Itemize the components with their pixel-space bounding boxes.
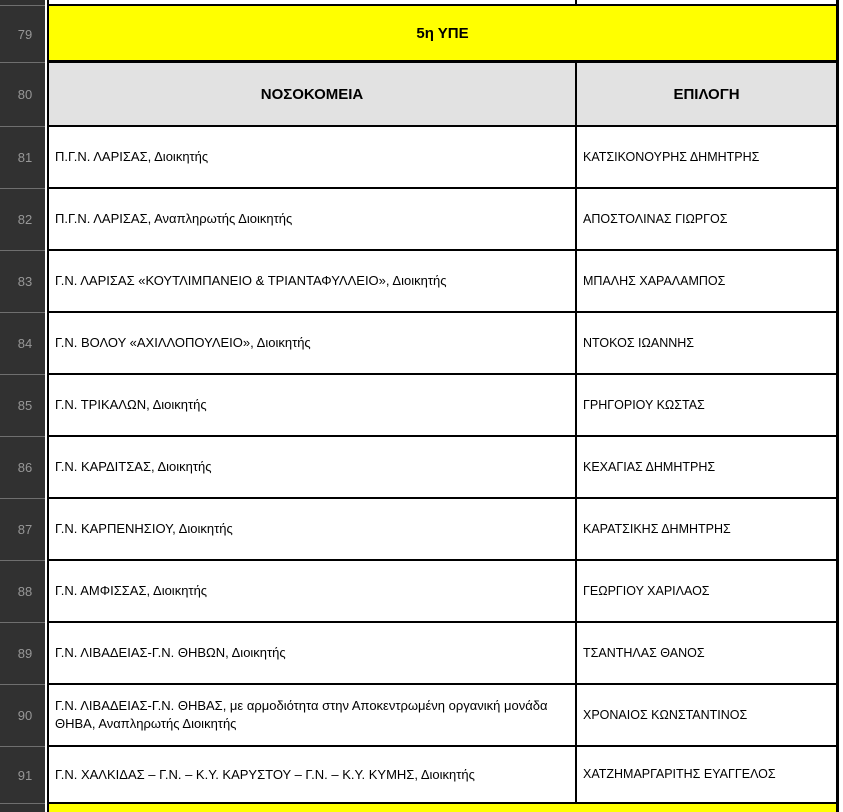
choice-header-cell[interactable] xyxy=(577,63,836,125)
table-row xyxy=(47,499,839,561)
row-number: 83 xyxy=(17,274,33,289)
person-text: ΚΑΤΣΙΚΟΝΟΥΡΗΣ ΔΗΜΗΤΡΗΣ xyxy=(583,149,760,164)
hospital-text: Γ.Ν. ΤΡΙΚΑΛΩΝ, Διοικητής xyxy=(55,397,207,413)
row-number-cell xyxy=(0,804,45,812)
person-cell[interactable] xyxy=(577,623,836,683)
row-number: 81 xyxy=(17,150,33,165)
hospital-text: Γ.Ν. ΑΜΦΙΣΣΑΣ, Διοικητής xyxy=(55,583,208,599)
section-title: 5η ΥΠΕ xyxy=(416,24,469,42)
person-cell[interactable] xyxy=(577,499,836,559)
table-row xyxy=(47,313,839,375)
person-cell[interactable] xyxy=(577,189,836,249)
hospital-text: Π.Γ.Ν. ΛΑΡΙΣΑΣ, Αναπληρωτής Διοικητής xyxy=(55,211,293,227)
person-cell[interactable] xyxy=(577,127,836,187)
hospital-cell[interactable] xyxy=(49,623,577,683)
person-cell[interactable] xyxy=(577,375,836,435)
hospital-text: Γ.Ν. ΚΑΡΔΙΤΣΑΣ, Διοικητής xyxy=(55,459,212,475)
row-number-cell[interactable] xyxy=(0,127,45,189)
row-number: 82 xyxy=(17,212,33,227)
row-number: 80 xyxy=(17,87,33,102)
person-cell[interactable] xyxy=(577,251,836,311)
table-row xyxy=(47,561,839,623)
person-text: ΑΠΟΣΤΟΛΙΝΑΣ ΓΙΩΡΓΟΣ xyxy=(583,211,728,226)
person-text: ΓΡΗΓΟΡΙΟΥ ΚΩΣΤΑΣ xyxy=(583,397,705,412)
person-text: ΝΤΟΚΟΣ ΙΩΑΝΝΗΣ xyxy=(583,335,694,350)
row-number-cell[interactable] xyxy=(0,685,45,747)
hospital-text: Γ.Ν. ΧΑΛΚΙΔΑΣ – Γ.Ν. – Κ.Υ. ΚΑΡΥΣΤΟΥ – Γ.Ν. – Κ.Υ. ΚΥΜΗΣ, Διοικητής xyxy=(55,766,475,782)
table-row xyxy=(47,251,839,313)
row-number-cell[interactable] xyxy=(0,499,45,561)
partial-cell-right xyxy=(577,0,836,4)
row-number-cell[interactable] xyxy=(0,189,45,251)
hospital-header-label: ΝΟΣΟΚΟΜΕΙΑ xyxy=(260,85,364,103)
table-row xyxy=(47,189,839,251)
hospital-text: Γ.Ν. ΛΑΡΙΣΑΣ «ΚΟΥΤΛΙΜΠΑΝΕΙΟ & ΤΡΙΑΝΤΑΦΥΛΛΕΙΟ», Διοικητής xyxy=(55,273,447,289)
person-text: ΧΡΟΝΑΙΟΣ ΚΩΝΣΤΑΝΤΙΝΟΣ xyxy=(583,707,748,722)
partial-cell-left xyxy=(49,0,577,4)
hospital-text: Γ.Ν. ΒΟΛΟΥ «ΑΧΙΛΛΟΠΟΥΛΕΙΟ», Διοικητής xyxy=(55,335,311,351)
hospital-text: Γ.Ν. ΛΙΒΑΔΕΙΑΣ-Γ.Ν. ΘΗΒΩΝ, Διοικητής xyxy=(55,645,286,661)
person-text: ΚΕΧΑΓΙΑΣ ΔΗΜΗΤΡΗΣ xyxy=(583,459,716,474)
row-number: 79 xyxy=(17,26,33,42)
row-number-cell[interactable] xyxy=(0,437,45,499)
person-text: ΜΠΑΛΗΣ ΧΑΡΑΛΑΜΠΟΣ xyxy=(583,273,726,288)
table-body xyxy=(47,127,839,804)
person-text: ΤΣΑΝΤΗΛΑΣ ΘΑΝΟΣ xyxy=(583,645,705,660)
person-text: ΚΑΡΑΤΣΙΚΗΣ ΔΗΜΗΤΡΗΣ xyxy=(583,521,731,536)
person-cell[interactable] xyxy=(577,747,836,802)
table-row xyxy=(47,685,839,747)
column-header-row xyxy=(47,63,839,127)
row-number-cell[interactable] xyxy=(0,561,45,623)
hospital-cell[interactable] xyxy=(49,375,577,435)
row-number: 90 xyxy=(17,708,33,723)
row-number: 91 xyxy=(17,767,33,783)
person-cell[interactable] xyxy=(577,437,836,497)
person-text: ΧΑΤΖΗΜΑΡΓΑΡΙΤΗΣ ΕΥΑΓΓΕΛΟΣ xyxy=(583,767,776,782)
row-number: 88 xyxy=(17,584,33,599)
section-title-row[interactable] xyxy=(47,6,839,63)
table-row xyxy=(47,747,839,804)
row-number-cell[interactable] xyxy=(0,251,45,313)
table-row xyxy=(47,437,839,499)
person-text: ΓΕΩΡΓΙΟΥ ΧΑΡΙΛΑΟΣ xyxy=(583,583,710,598)
hospital-cell[interactable] xyxy=(49,561,577,621)
person-cell[interactable] xyxy=(577,313,836,373)
hospital-header-cell[interactable] xyxy=(49,63,577,125)
hospital-cell[interactable] xyxy=(49,747,577,802)
hospital-text: Γ.Ν. ΛΙΒΑΔΕΙΑΣ-Γ.Ν. ΘΗΒΑΣ, με αρμοδιότητα στην Αποκεντρωμένη οργανική μονάδα ΘΗΒΑ, Αναπληρωτής Διοικητής xyxy=(55,698,548,731)
row-number: 85 xyxy=(17,398,33,413)
row-number: 84 xyxy=(17,336,33,351)
row-number-gutter xyxy=(0,0,45,812)
row-number-cell[interactable] xyxy=(0,623,45,685)
row-number: 87 xyxy=(17,522,33,537)
hospital-cell[interactable] xyxy=(49,251,577,311)
person-cell[interactable] xyxy=(577,685,836,745)
hospital-cell[interactable] xyxy=(49,685,577,745)
row-number-cell[interactable] xyxy=(0,63,45,127)
hospital-cell[interactable] xyxy=(49,499,577,559)
hospital-cell[interactable] xyxy=(49,189,577,249)
table-row xyxy=(47,127,839,189)
next-section-strip xyxy=(47,804,839,812)
table-row xyxy=(47,623,839,685)
hospital-text: Π.Γ.Ν. ΛΑΡΙΣΑΣ, Διοικητής xyxy=(55,149,209,165)
appointments-table xyxy=(47,0,839,812)
choice-header-label: ΕΠΙΛΟΓΗ xyxy=(673,85,740,103)
row-number: 89 xyxy=(17,646,33,661)
row-number-cell[interactable] xyxy=(0,375,45,437)
row-number-cell[interactable] xyxy=(0,747,45,804)
row-number-cell[interactable] xyxy=(0,313,45,375)
row-number-cell[interactable] xyxy=(0,6,45,63)
row-number: 86 xyxy=(17,460,33,475)
hospital-cell[interactable] xyxy=(49,437,577,497)
table-row xyxy=(47,375,839,437)
person-cell[interactable] xyxy=(577,561,836,621)
hospital-cell[interactable] xyxy=(49,127,577,187)
hospital-text: Γ.Ν. ΚΑΡΠΕΝΗΣΙΟΥ, Διοικητής xyxy=(55,521,233,537)
hospital-cell[interactable] xyxy=(49,313,577,373)
